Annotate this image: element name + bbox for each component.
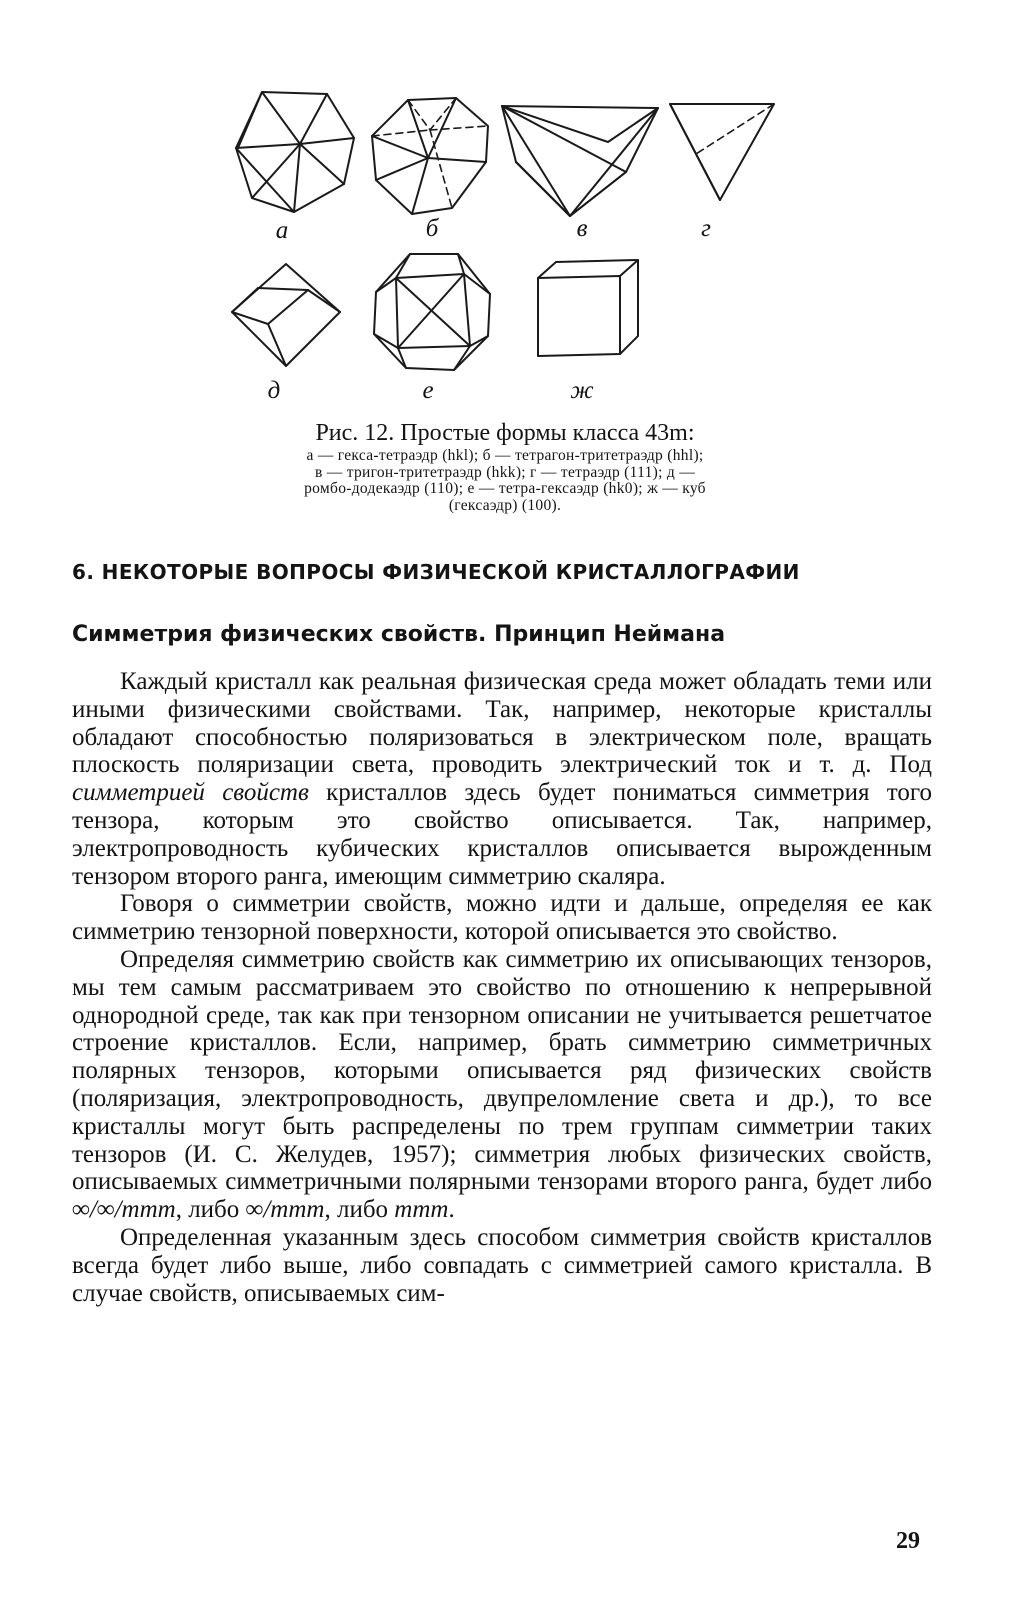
p3-text-d: .: [448, 1196, 455, 1224]
label-a: а: [275, 217, 289, 244]
crystal-a-hexatetrahedron: [232, 88, 358, 216]
figure-caption-body: [210, 448, 800, 514]
label-v: в: [576, 215, 588, 242]
paragraph-2: Говоря о симметрии свойств, можно идти и дальше, определяя ее как симметрию тензорной поверхности, которой описывается это свойство.: [72, 890, 932, 946]
caption-line-2: в — тригон-тритетраэдр (hkk); г — тетраэдр (111); д —: [314, 463, 696, 481]
p1-text-a: Каждый кристалл как реальная физическая среда может обладать теми или иными физическими свойствами. Так, например, некоторые кристаллы обладают способностью поляризоваться в электрическом поле, вращать плоскость поляризации света, проводить электрический ток и т. д. Под: [72, 668, 932, 779]
crystal-d-rhombododecahedron: [228, 260, 344, 370]
section-title: 6. НЕКОТОРЫЕ ВОПРОСЫ ФИЗИЧЕСКОЙ КРИСТАЛЛОГРАФИИ: [72, 560, 800, 584]
paragraph-3: [72, 946, 932, 1224]
page-number: 29: [896, 1528, 920, 1554]
p3-group-2: ∞/mmm: [245, 1196, 325, 1224]
crystal-e-tetrahexahedron: [370, 250, 494, 374]
paragraph-4: Определенная указанным здесь способом симметрия свойств кристаллов всегда будет либо выше, либо совпадать с симметрией самого кристалла. В случае свойств, описываемых сим-: [72, 1223, 932, 1307]
label-d: д: [267, 377, 281, 404]
crystal-figure: [210, 80, 810, 410]
caption-line-1: а — гекса-тетраэдр (hkl); б — тетрагон-тритетраэдр (hhl);: [306, 447, 704, 464]
crystal-zh-cube: [532, 256, 644, 360]
crystal-v-trigon-tritetrahedron: [498, 102, 662, 220]
figure-caption-title: Рис. 12. Простые формы класса 43m:: [315, 420, 695, 446]
p3-text-c: , либо: [324, 1196, 395, 1224]
p1-text-b: кристаллов здесь будет пониматься симметрия того тензора, которым это свойство описывается. Так, например, электропроводность кубических кристаллов описывается вырожденным тензором второго ранга, имеющим симметрию скаляра.: [72, 779, 933, 890]
p3-text-a: Определяя симметрию свойств как симметрию их описывающих тензоров, мы тем самым рассматриваем это свойство по отношению к непрерывной однородной среде, так как при тензорном описании не учитывается решетчатое строение кристаллов. Если, например, брать симметрию симметричных полярных тензоров, которыми описывается ряд физических свойств (поляризация, электропроводность, двупреломление света и др.), то все кристаллы могут быть распределены по трем группам симметрии таких тензоров (И. С. Желудев, 1957); симметрия любых физических свойств, описываемых симметричными полярными тензорами второго ранга, будет либо: [72, 945, 932, 1196]
p3-group-1: ∞/∞/mmm: [72, 1196, 176, 1224]
crystal-b-tetragon-tritetrahedron: [368, 96, 492, 218]
label-e: е: [422, 377, 434, 404]
caption-line-4: (гексаэдр) (100).: [448, 496, 562, 514]
p1-emphasis: симметрией свойств: [72, 779, 309, 807]
subsection-title: Симметрия физических свойств. Принцип Неймана: [72, 622, 726, 647]
p3-group-3: mmm: [394, 1196, 449, 1224]
p3-text-b: , либо: [175, 1196, 246, 1224]
label-zh: ж: [570, 377, 594, 404]
label-b: б: [425, 215, 439, 242]
caption-line-3: ромбо-додекаэдр (110); е — тетра-гексаэдр (hk0); ж — куб: [304, 480, 706, 497]
paragraph-1: [72, 668, 932, 890]
label-g: г: [701, 215, 711, 242]
body-text: [72, 668, 932, 1307]
crystal-g-tetrahedron: [666, 100, 778, 204]
